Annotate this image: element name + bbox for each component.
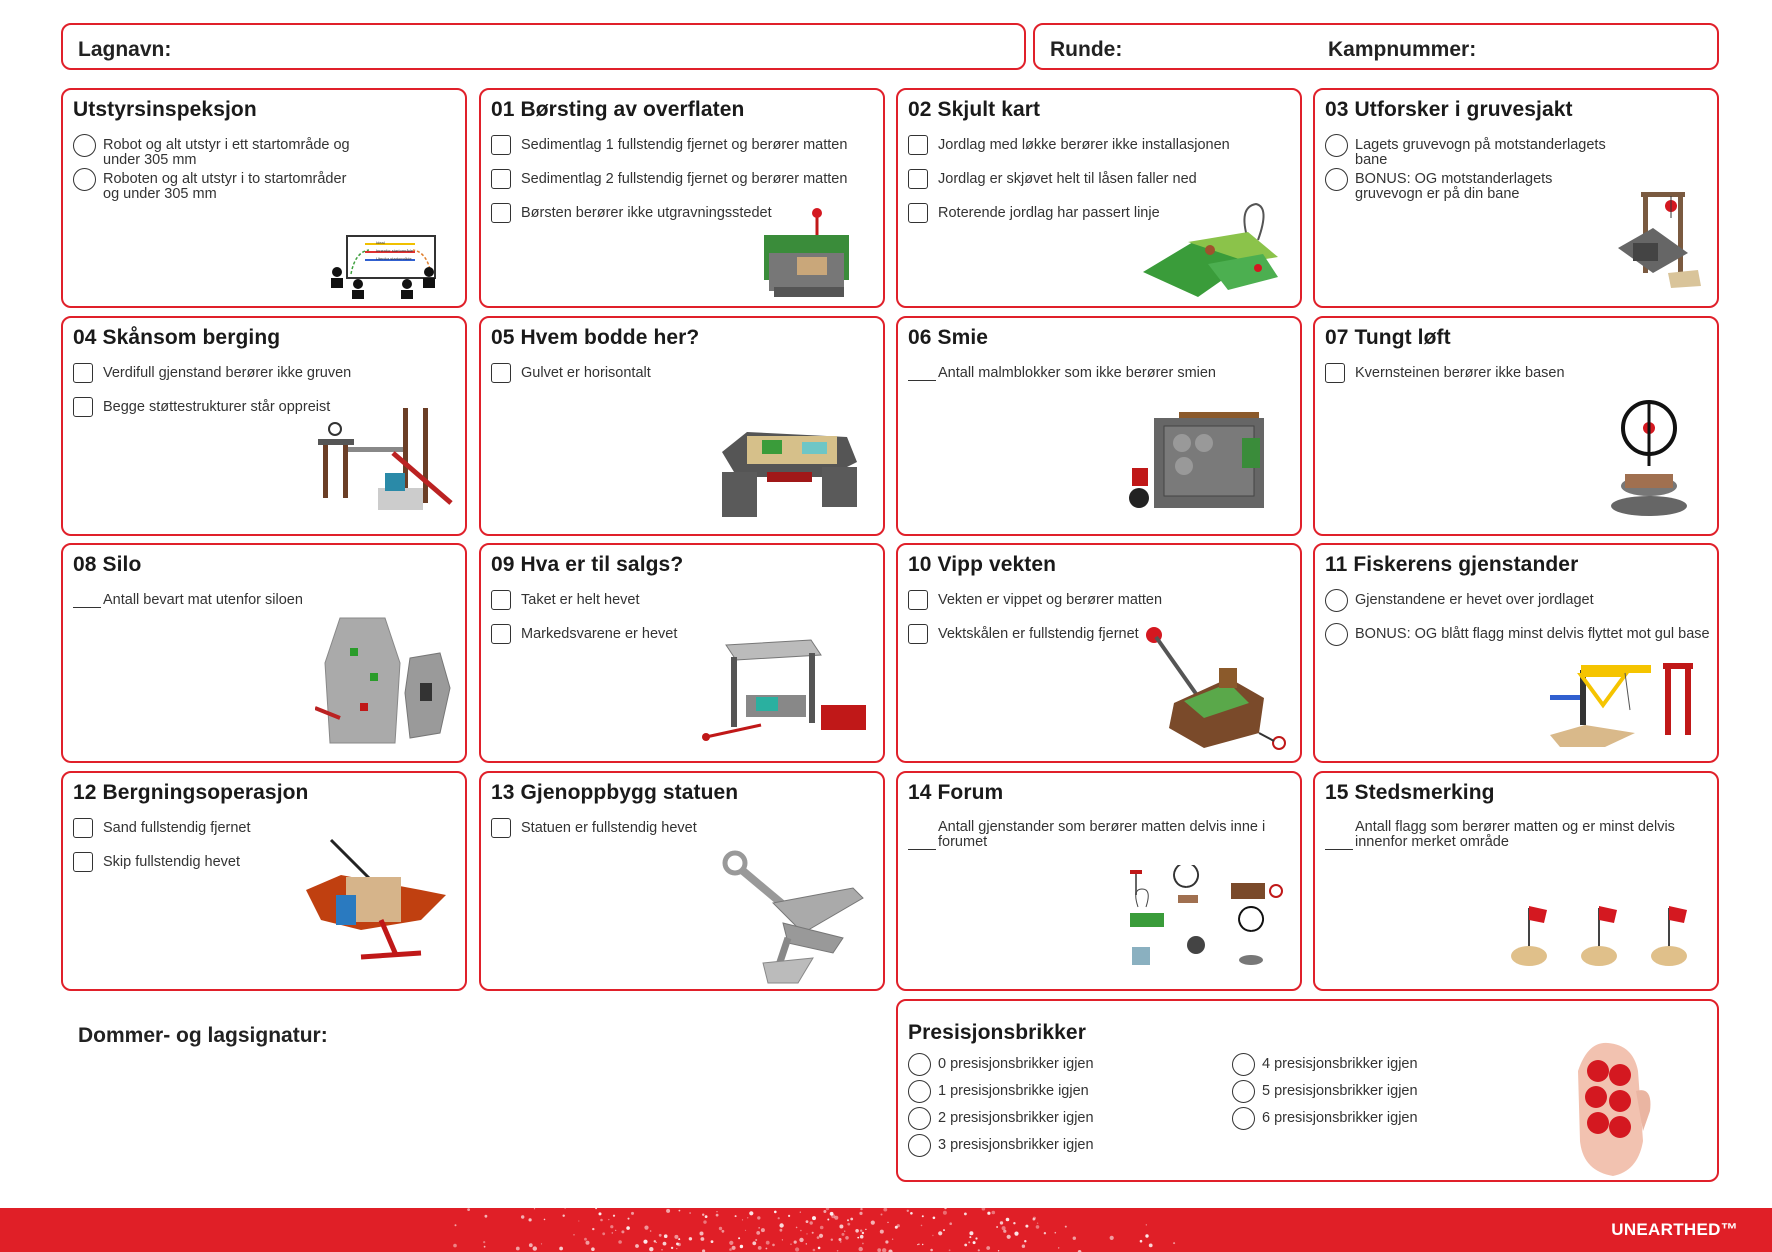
mission-model-illustration — [1607, 396, 1692, 526]
precision-title: Presisjonsbrikker — [908, 1021, 1086, 1044]
item-label: Vektskålen er fullstendig fjernet — [938, 626, 1139, 642]
precision-option-label: 0 presisjonsbrikker igjen — [938, 1056, 1094, 1072]
precision-option-label: 6 presisjonsbrikker igjen — [1262, 1110, 1418, 1126]
mission-item — [491, 172, 847, 189]
mission-item — [73, 400, 330, 417]
mission-card-14-forum — [896, 771, 1302, 991]
mission-item — [908, 206, 1160, 223]
precision-option-label: 2 presisjonsbrikker igjen — [938, 1110, 1094, 1126]
precision-option-label: 5 presisjonsbrikker igjen — [1262, 1083, 1418, 1099]
checkbox[interactable] — [908, 590, 928, 610]
mission-card-03-utforsker-i-gruvesjakt — [1313, 88, 1719, 308]
mission-title: 05 Hvem bodde her? — [491, 326, 700, 349]
brand-logo: UNEARTHED™ — [1611, 1220, 1738, 1239]
mission-item — [73, 855, 240, 872]
item-label: Begge støttestrukturer står oppreist — [103, 399, 331, 415]
item-label: Statuen er fullstendig hevet — [521, 820, 697, 836]
checkbox[interactable] — [491, 624, 511, 644]
mission-model-illustration — [1126, 865, 1296, 980]
item-label: Sedimentlag 2 fullstendig fjernet og berører matten — [521, 171, 848, 187]
mission-item — [908, 821, 1268, 850]
item-label: Gulvet er horisontalt — [521, 365, 651, 381]
mission-model-illustration — [707, 422, 867, 527]
mission-item — [908, 627, 1139, 644]
mission-title: 07 Tungt løft — [1325, 326, 1451, 349]
mission-card-02-skjult-kart — [896, 88, 1302, 308]
item-label: Verdifull gjenstand berører ikke gruven — [103, 365, 352, 381]
round-match-field[interactable] — [1033, 23, 1719, 70]
checkbox[interactable] — [73, 397, 93, 417]
mission-model-illustration — [1124, 398, 1274, 523]
mission-title: 01 Børsting av overflaten — [491, 98, 745, 121]
precision-option-label: 3 presisjonsbrikker igjen — [938, 1137, 1094, 1153]
item-label: Antall bevart mat utenfor siloen — [103, 592, 303, 608]
item-label: BONUS: OG motstanderlagets gruvevogn er på din bane — [1355, 171, 1553, 202]
mission-model-illustration — [701, 635, 881, 755]
mission-item — [73, 172, 363, 202]
mission-item — [1325, 138, 1615, 168]
mission-title: 06 Smie — [908, 326, 989, 349]
mission-card-07-tungt-l-ft — [1313, 316, 1719, 536]
mission-title: 08 Silo — [73, 553, 142, 576]
match-number-label: Kampnummer: — [1328, 38, 1477, 61]
precision-option — [908, 1111, 1094, 1130]
precision-option — [1232, 1111, 1418, 1130]
item-label: Markedsvarene er hevet — [521, 626, 678, 642]
item-label: Roboten og alt utstyr i to startområder og under 305 mm — [103, 171, 347, 202]
mission-title: 15 Stedsmerking — [1325, 781, 1495, 804]
precision-option — [908, 1057, 1094, 1076]
mission-model-illustration — [301, 835, 451, 970]
item-label: Børsten berører ikke utgravningsstedet — [521, 205, 772, 221]
item-label: Vekten er vippet og berører matten — [938, 592, 1163, 608]
radio-button[interactable] — [1232, 1053, 1255, 1076]
radio-button[interactable] — [1325, 134, 1348, 157]
mission-item — [73, 593, 303, 608]
mission-item — [1325, 172, 1615, 202]
checkbox[interactable] — [908, 135, 928, 155]
mission-item — [73, 366, 351, 383]
item-label: BONUS: OG blått flagg minst delvis flyttet mot gul base — [1355, 626, 1710, 642]
mission-item — [1325, 627, 1710, 646]
item-label: Lagets gruvevogn på motstanderlagets bane — [1355, 137, 1606, 168]
mission-item — [491, 366, 651, 383]
checkbox[interactable] — [908, 203, 928, 223]
inspection-legend-label: Innenfor startområde — [376, 248, 414, 253]
count-blank-field[interactable] — [73, 593, 101, 608]
team-name-label: Lagnavn: — [78, 38, 172, 61]
mission-item — [73, 821, 251, 838]
mission-card-12-bergningsoperasjon — [61, 771, 467, 991]
checkbox[interactable] — [491, 169, 511, 189]
mission-model-illustration — [325, 230, 440, 305]
inspection-diagram-legend — [376, 239, 413, 263]
mission-model-illustration — [1138, 202, 1288, 307]
mission-card-08-silo — [61, 543, 467, 763]
radio-button[interactable] — [908, 1134, 931, 1157]
mission-title: 10 Vipp vekten — [908, 553, 1057, 576]
mission-card-13-gjenoppbygg-statuen — [479, 771, 885, 991]
mission-card-11-fiskerens-gjenstander — [1313, 543, 1719, 763]
item-label: Roterende jordlag har passert linje — [938, 205, 1160, 221]
mission-item — [491, 821, 697, 838]
radio-button[interactable] — [1325, 168, 1348, 191]
item-label: Kvernsteinen berører ikke basen — [1355, 365, 1565, 381]
checkbox[interactable] — [908, 624, 928, 644]
checkbox[interactable] — [1325, 363, 1345, 383]
mission-item — [491, 206, 772, 223]
mission-item — [491, 138, 847, 155]
mission-item — [1325, 366, 1565, 383]
item-label: Sand fullstendig fjernet — [103, 820, 251, 836]
checkbox[interactable] — [491, 363, 511, 383]
item-label: Antall malmblokker som ikke berører smien — [938, 365, 1216, 381]
precision-option — [908, 1138, 1094, 1157]
mission-item — [908, 593, 1162, 610]
item-label: Sedimentlag 1 fullstendig fjernet og berører matten — [521, 137, 848, 153]
mission-title: 11 Fiskerens gjenstander — [1325, 553, 1579, 576]
mission-item — [491, 593, 640, 610]
footer-band — [0, 1208, 1772, 1252]
count-blank-field[interactable] — [908, 366, 936, 381]
team-name-field[interactable] — [61, 23, 1026, 70]
precision-tokens-hand-illustration — [1558, 1031, 1658, 1181]
count-blank-field[interactable] — [1325, 835, 1353, 850]
mission-title: 12 Bergningsoperasjon — [73, 781, 309, 804]
precision-option-label: 4 presisjonsbrikker igjen — [1262, 1056, 1418, 1072]
precision-option-label: 1 presisjonsbrikke igjen — [938, 1083, 1089, 1099]
mission-model-illustration — [303, 403, 453, 523]
radio-button[interactable] — [1325, 623, 1348, 646]
radio-button[interactable] — [908, 1080, 931, 1103]
precision-option — [908, 1084, 1089, 1103]
mission-model-illustration — [1509, 898, 1709, 978]
precision-option — [1232, 1084, 1418, 1103]
mission-title: Utstyrsinspeksjon — [73, 98, 257, 121]
mission-item — [73, 138, 363, 168]
mission-item — [908, 172, 1197, 189]
mission-title: 02 Skjult kart — [908, 98, 1041, 121]
count-blank-field[interactable] — [908, 835, 936, 850]
radio-button[interactable] — [1325, 589, 1348, 612]
mission-item — [908, 366, 1216, 381]
mission-model-illustration — [713, 843, 868, 991]
item-label: Jordlag med løkke berører ikke installasjonen — [938, 137, 1230, 153]
precision-tokens-card — [896, 999, 1719, 1182]
checkbox[interactable] — [73, 363, 93, 383]
radio-button[interactable] — [1232, 1107, 1255, 1130]
mission-card-15-stedsmerking — [1313, 771, 1719, 991]
mission-item — [1325, 593, 1594, 612]
checkbox[interactable] — [73, 818, 93, 838]
mission-title: 04 Skånsom berging — [73, 326, 281, 349]
inspection-legend-label: Ideal — [376, 240, 385, 245]
item-label: Skip fullstendig hevet — [103, 854, 241, 870]
mission-model-illustration — [759, 205, 854, 308]
radio-button[interactable] — [908, 1053, 931, 1076]
round-label: Runde: — [1050, 38, 1123, 61]
item-label: Jordlag er skjøvet helt til låsen faller ned — [938, 171, 1197, 187]
inspection-legend-label: Utenfor startområde — [376, 256, 412, 261]
checkbox[interactable] — [908, 169, 928, 189]
mission-card-utstyrsinspeksjon — [61, 88, 467, 308]
mission-card-05-hvem-bodde-her — [479, 316, 885, 536]
item-label: Gjenstandene er hevet over jordlaget — [1355, 592, 1594, 608]
checkbox[interactable] — [491, 590, 511, 610]
mission-card-09-hva-er-til-salgs — [479, 543, 885, 763]
item-label: Robot og alt utstyr i ett startområde og under 305 mm — [103, 137, 350, 168]
mission-item — [908, 138, 1230, 155]
mission-model-illustration — [1144, 623, 1294, 763]
item-label: Antall flagg som berører matten og er minst delvis innenfor merket område — [1355, 819, 1675, 850]
precision-option — [1232, 1057, 1418, 1076]
mission-model-illustration — [315, 613, 455, 758]
signature-label: Dommer- og lagsignatur: — [78, 1024, 328, 1047]
radio-button[interactable] — [73, 168, 96, 191]
radio-button[interactable] — [1232, 1080, 1255, 1103]
radio-button[interactable] — [908, 1107, 931, 1130]
item-label: Taket er helt hevet — [521, 592, 640, 608]
radio-button[interactable] — [73, 134, 96, 157]
mission-card-01-b-rsting-av-overflaten — [479, 88, 885, 308]
mission-title: 09 Hva er til salgs? — [491, 553, 684, 576]
mission-card-10-vipp-vekten — [896, 543, 1302, 763]
mission-card-06-smie — [896, 316, 1302, 536]
mission-item — [1325, 821, 1685, 850]
mission-title: 14 Forum — [908, 781, 1004, 804]
mission-model-illustration — [1613, 188, 1703, 298]
checkbox[interactable] — [73, 852, 93, 872]
mission-model-illustration — [1545, 655, 1715, 755]
mission-card-04-skansom-berging — [61, 316, 467, 536]
mission-title: 13 Gjenoppbygg statuen — [491, 781, 739, 804]
sparkle-pattern — [0, 1208, 1772, 1252]
checkbox[interactable] — [491, 818, 511, 838]
mission-title: 03 Utforsker i gruvesjakt — [1325, 98, 1573, 121]
item-label: Antall gjenstander som berører matten delvis inne i forumet — [938, 819, 1266, 850]
mission-item — [491, 627, 677, 644]
checkbox[interactable] — [491, 203, 511, 223]
checkbox[interactable] — [491, 135, 511, 155]
